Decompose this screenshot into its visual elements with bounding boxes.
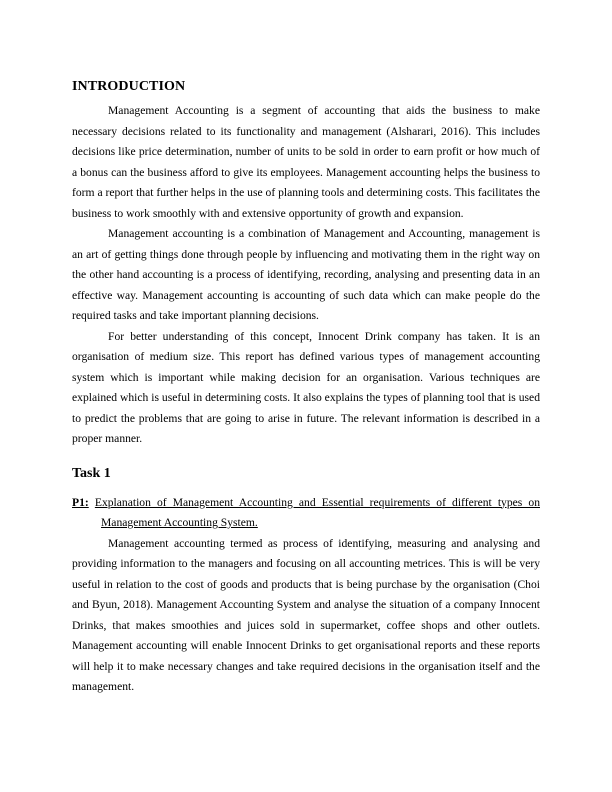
introduction-paragraph-1: Management Accounting is a segment of accounting that aids the business to make necessary decisions related to its functionality and management (Alsharari, 2016). This includes decisions like price determination, number of units to be sold in order to earn profit or how much of a bonus can the business afford to give its employees. Management accounting helps the business to form a report that further helps in the use of planning tools and determining costs. This facilitates the business to work smoothly with and extensive opportunity of growth and expansion. <box>72 104 540 220</box>
p1-heading <box>72 493 540 534</box>
introduction-paragraph-2: Management accounting is a combination of Management and Accounting, management is an art of getting things done through people by influencing and motivating them in the right way on the other hand accounting is a process of identifying, recording, analysing and presenting data in an effective way. Management accounting is accounting of such data which can make people do the required tasks and take important planning decisions. <box>72 227 540 322</box>
task1-heading: Task 1 <box>72 465 111 481</box>
introduction-paragraph-3: For better understanding of this concept, Innocent Drink company has taken. It is an organisation of medium size. This report has defined various types of management accounting system which is important while making decision for an organisation. Various techniques are explained which is useful in determining costs. It also explains the types of planning tool that is used to predict the problems that are going to arise in future. The relevant information is described in a proper manner. <box>72 329 540 445</box>
p1-heading-text: Explanation of Management Accounting and Essential requirements of different types on Management Accounting System. <box>94 495 540 529</box>
task1-paragraph-1: Management accounting termed as process of identifying, measuring and analysing and providing information to the managers and focusing on all accounting metrices. This is will be very useful in relation to the cost of goods and products that is being purchase by the organisation (Choi and Byun, 2018). Management Accounting System and analyse the situation of a company Innocent Drinks, that makes smoothies and juices sold in supermarket, coffee shops and other outlets. Management accounting will enable Innocent Drinks to get organisational reports and these reports will help it to make necessary changes and take required decisions in the organisation itself and the management. <box>72 536 540 693</box>
p1-label: P1: <box>72 495 89 509</box>
introduction-heading: INTRODUCTION <box>72 79 186 94</box>
page-content <box>72 78 540 698</box>
